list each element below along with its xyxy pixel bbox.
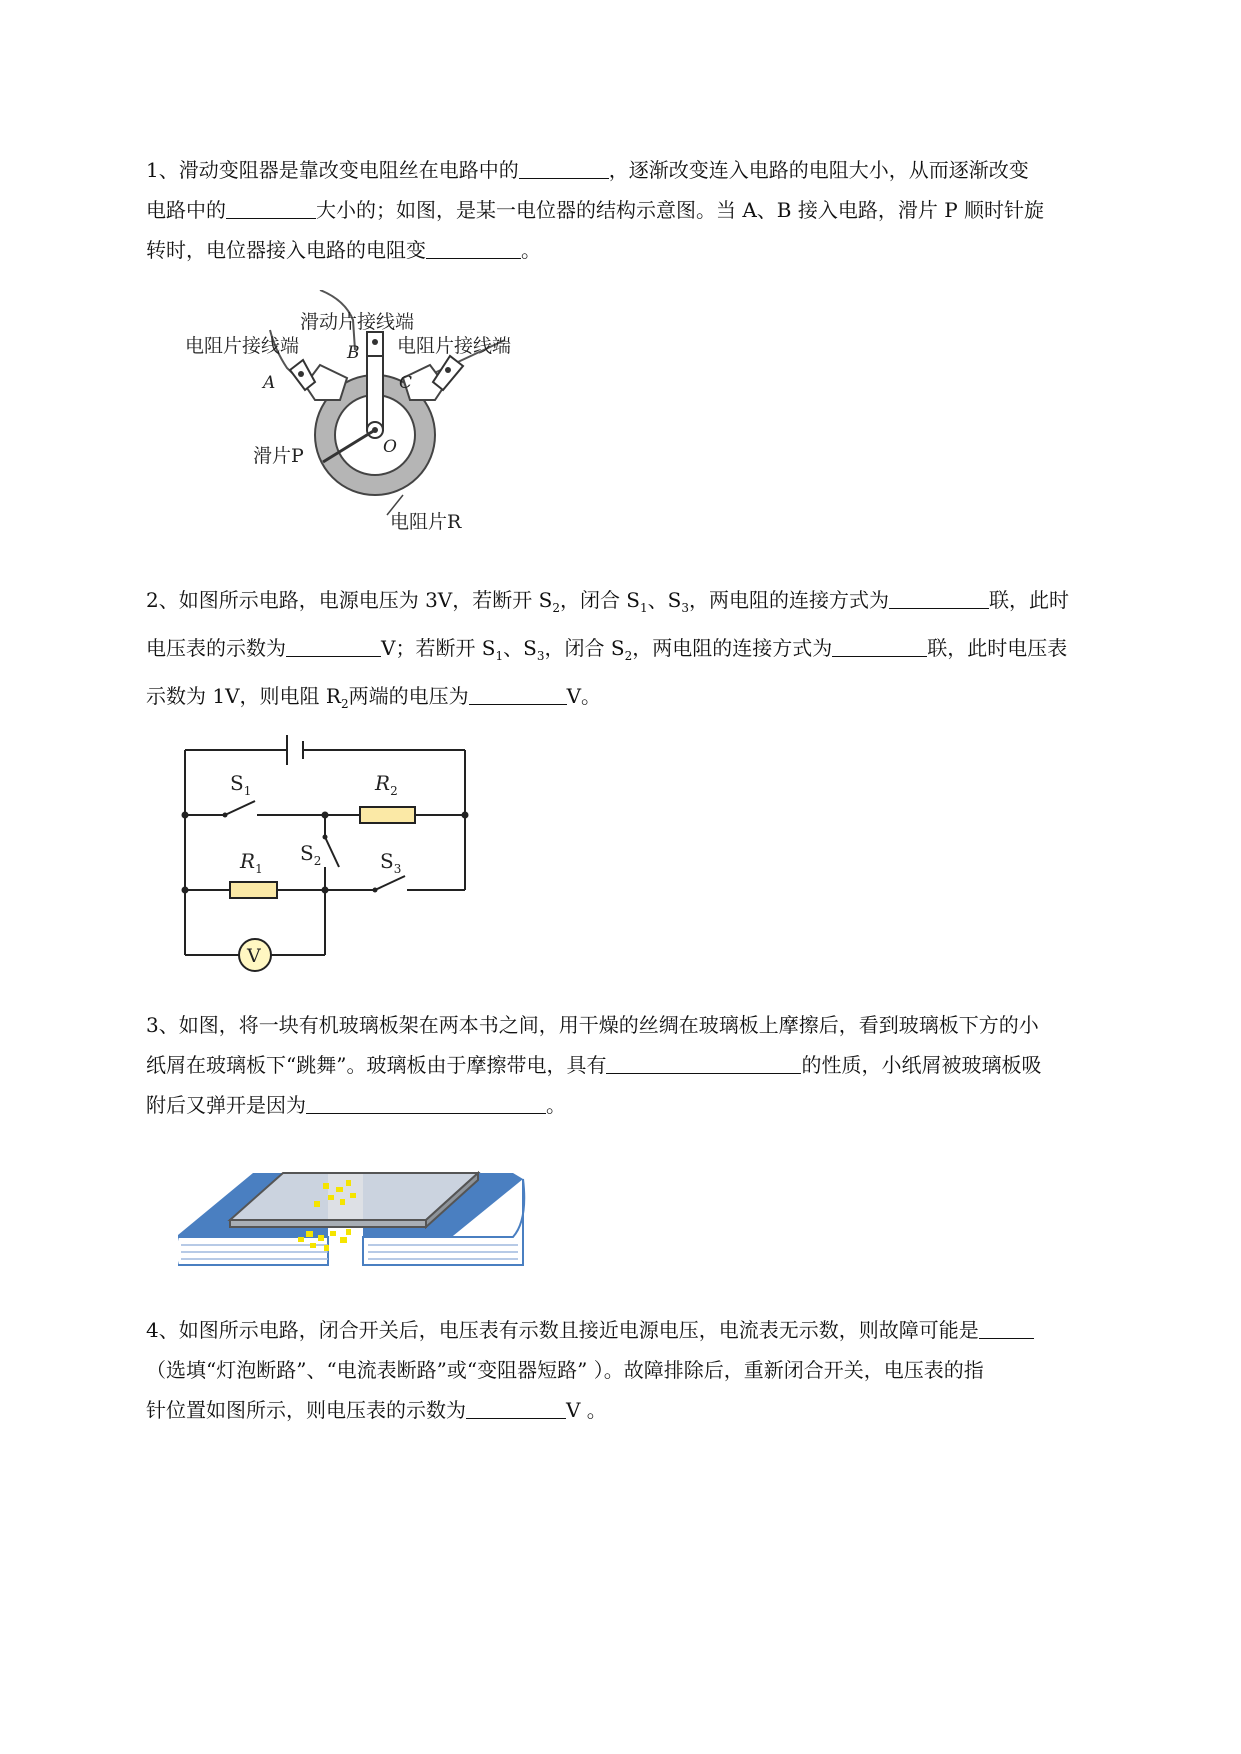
question-1 [146,150,1146,270]
q3-line-3: 附后又弹开是因为 。 [146,1085,1146,1125]
potentiometer-figure [175,290,595,550]
q2-blank-1[interactable] [889,584,989,609]
switch-s2-label: $S_2$ [300,841,322,868]
label-A: A [263,373,276,393]
q4-line-1: 4、如图所示电路，闭合开关后，电压表有示数且接近电源电压，电流表无示数，则故障可能是 [146,1310,1146,1350]
resistor-r1 [230,882,277,898]
q3-blank-1[interactable] [606,1049,801,1074]
label-slider-terminal: 滑动片接线端 [300,311,415,333]
switch-s3-label: $S_3$ [380,849,402,876]
q1-blank-3[interactable] [426,234,521,259]
q1-blank-2[interactable] [226,194,316,219]
q4-blank-2[interactable] [466,1394,566,1419]
q1-line-2: 电路中的 大小的；如图，是某一电位器的结构示意图。当 A、B 接入电路，滑片 P 顺时针旋 [146,190,1146,230]
q2-line-1: 2、如图所示电路，电源电压为 3V，若断开 $S_2$，闭合 $S_1$、$S_3$，两电阻的连接方式为 联，此时 [146,580,1146,628]
q1-line-1: 1、滑动变阻器是靠改变电阻丝在电路中的 ，逐渐改变连入电路的电阻大小，从而逐渐改变 [146,150,1146,190]
question-4 [146,1310,1146,1430]
label-C: C [399,373,413,393]
q4-blank-1[interactable] [979,1314,1034,1339]
question-2 [146,580,1146,724]
label-left-terminal: 电阻片接线端 [185,335,300,357]
q3-line-1: 3、如图，将一块有机玻璃板架在两本书之间，用干燥的丝绸在玻璃板上摩擦后，看到玻璃板下方的小 [146,1013,1039,1037]
question-3 [146,1005,1146,1125]
q2-line-2: 电压表的示数为 V；若断开 $S_1$、$S_3$，闭合 $S_2$，两电阻的连接方式为 联，此时电压表 [146,628,1146,676]
label-slider: 滑片P [253,445,304,467]
label-resistor: 电阻片R [390,511,462,533]
q4-line-2: （选填“灯泡断路”、“电流表断路”或“变阻器短路” ）。故障排除后，重新闭合开关，电压表的指 [146,1358,984,1382]
q4-line-3: 针位置如图所示，则电压表的示数为 V 。 [146,1390,1146,1430]
q3-blank-2[interactable] [306,1089,546,1114]
q3-line-2: 纸屑在玻璃板下“跳舞”。玻璃板由于摩擦带电，具有 的性质，小纸屑被玻璃板吸 [146,1045,1146,1085]
q2-blank-2[interactable] [286,632,381,657]
glass-plate-figure [178,1165,538,1280]
q1-line-3: 转时，电位器接入电路的电阻变 。 [146,230,1146,270]
label-B: B [347,343,360,363]
q2-blank-3[interactable] [832,632,927,657]
label-O: O [383,437,397,457]
resistor-r1-label: $R_1$ [240,849,263,876]
resistor-r2-label: $R_2$ [375,771,398,798]
circuit-figure [175,725,485,975]
q2-blank-4[interactable] [469,680,567,705]
resistor-r2 [360,807,415,823]
label-right-terminal: 电阻片接线端 [397,335,512,357]
voltmeter-label: V [247,945,261,967]
switch-s1-label: $S_1$ [230,771,252,798]
q1-blank-1[interactable] [519,154,609,179]
q2-line-3: 示数为 1V，则电阻 $R_2$两端的电压为 V。 [146,676,1146,724]
